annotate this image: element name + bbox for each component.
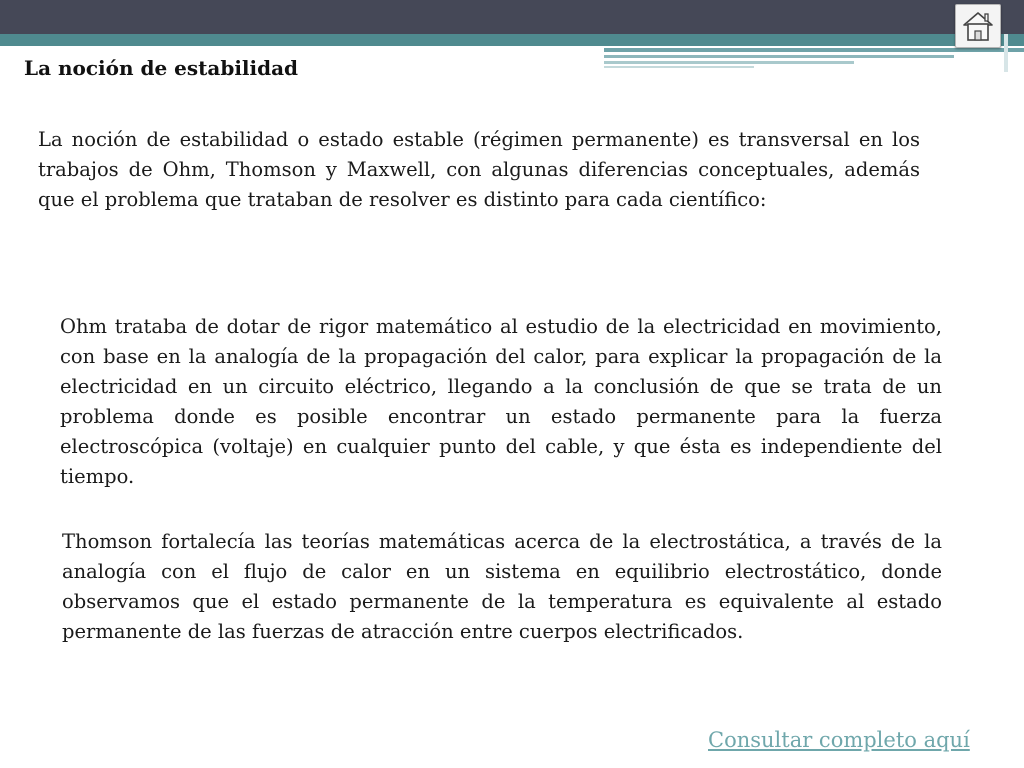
header-accent-bar bbox=[0, 34, 1024, 46]
thomson-paragraph: Thomson fortalecía las teorías matemáticas acerca de la electrostática, a través de la analogía con el flujo de calor en un sistema en equilibrio electrostático, donde observamos que el estado permanente de la temperatura es equivalente al estado permanente de las fuerzas de atracción entre cuerpos electrificados. bbox=[62, 530, 942, 643]
decorative-stripe bbox=[604, 61, 854, 64]
home-button[interactable] bbox=[955, 4, 1001, 48]
decorative-stripe bbox=[604, 55, 954, 58]
slide-title: La noción de estabilidad bbox=[24, 56, 299, 80]
ohm-paragraph: Ohm trataba de dotar de rigor matemático al estudio de la electricidad en movimiento, con base en la analogía de la propagación del calor, para explicar la propagación de la electricidad en un circuito eléctrico, llegando a la conclusión de que se trata de un problema donde es posible encontrar un estado permanente para la fuerza electroscópica (voltaje) en cualquier punto del cable, y que ésta es independiente del tiempo. bbox=[60, 315, 942, 488]
decorative-stripe bbox=[604, 48, 1024, 52]
decorative-divider bbox=[1004, 34, 1008, 72]
decorative-stripe bbox=[604, 66, 754, 68]
intro-paragraph: La noción de estabilidad o estado estable (régimen permanente) es transversal en los trabajos de Ohm, Thomson y Maxwell, con algunas diferencias conceptuales, además que el problema que trataban de resolver es distinto para cada científico: bbox=[38, 128, 920, 211]
home-icon bbox=[961, 10, 995, 42]
header-bar bbox=[0, 0, 1024, 34]
consult-full-link[interactable]: Consultar completo aquí bbox=[708, 728, 970, 752]
